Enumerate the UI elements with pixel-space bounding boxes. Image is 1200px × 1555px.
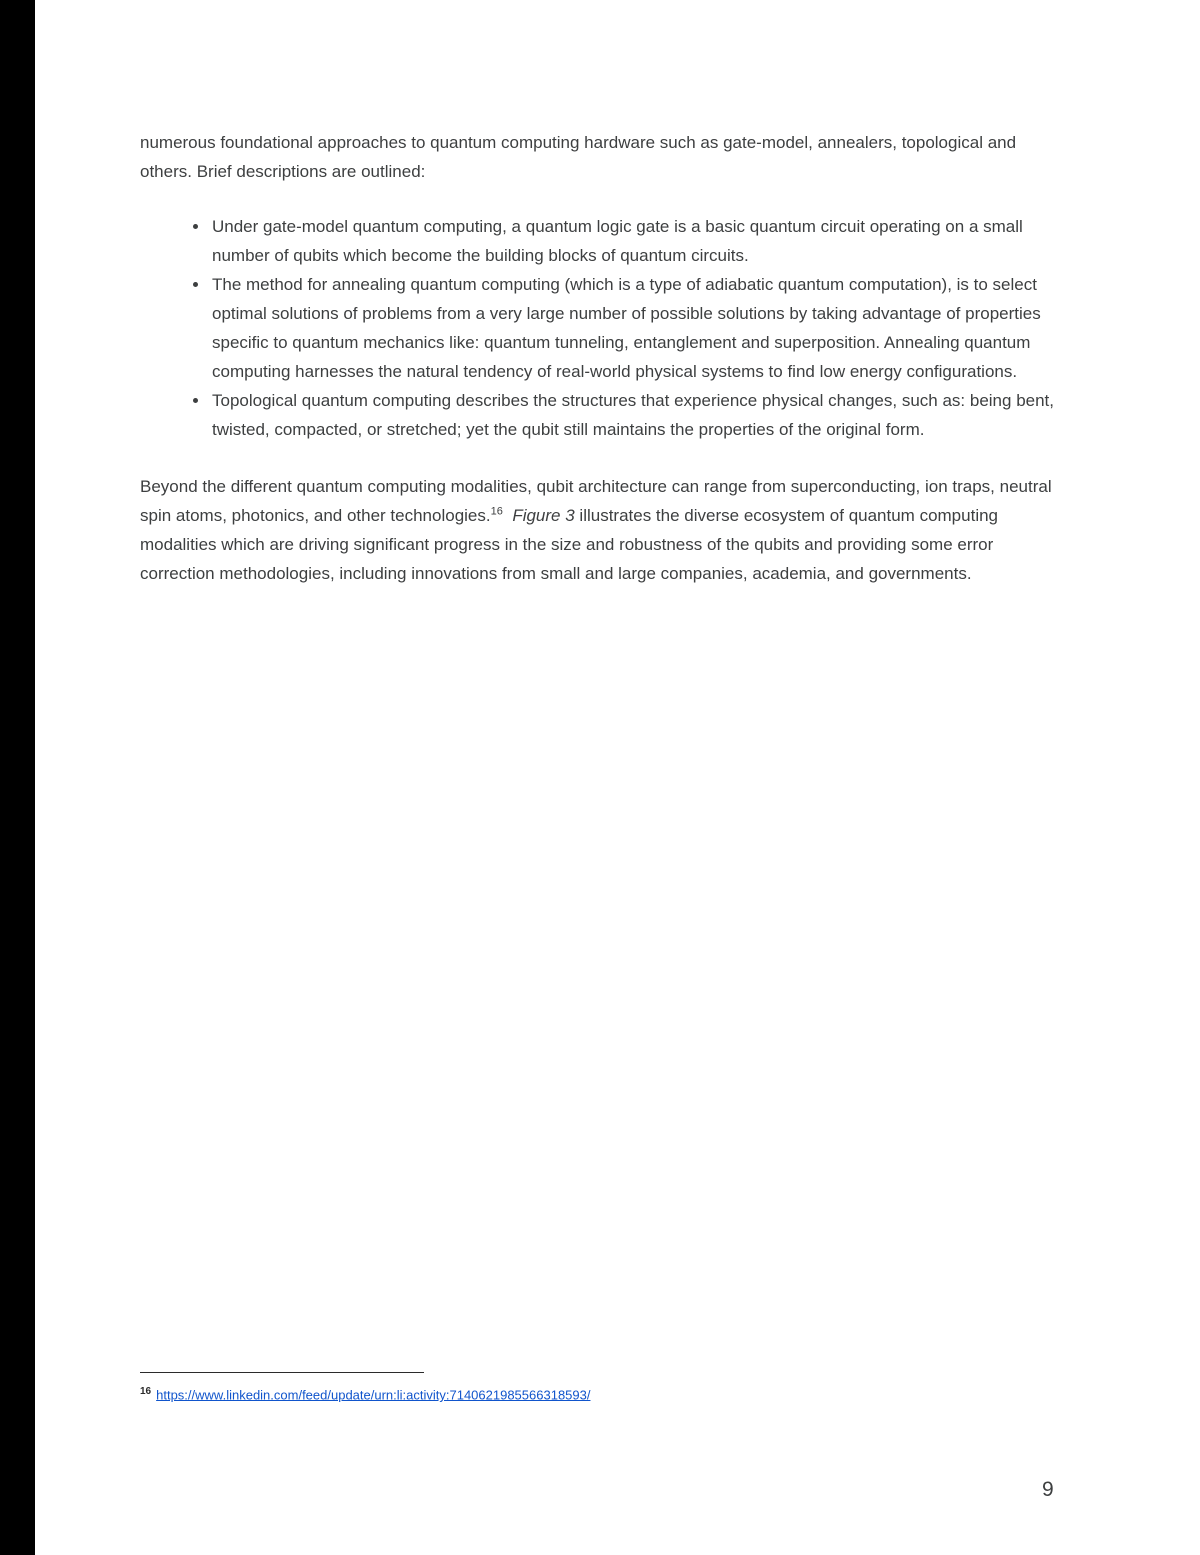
bullet-item-annealing: • The method for annealing quantum computing (which is a type of adiabatic quantum computation), is to select optimal solutions of problems from a very large number of possible solutions by taking advantage of properties specific to quantum mechanics like: quantum tunneling, entanglement and superposition. Annealing quantum computing harnesses the natural tendency of real-world physical systems to find low energy configurations.	[210, 270, 1058, 386]
footnote-link[interactable]: https://www.linkedin.com/feed/update/urn:li:activity:7140621985566318593/	[156, 1387, 591, 1403]
closing-text-before-ref: Beyond the different quantum computing modalities, qubit architecture can range from superconducting, ion traps, neutral spin atoms, photonics, and other technologies.	[140, 477, 1052, 525]
page-content	[140, 128, 1058, 614]
closing-text-after-ref: illustrates the diverse ecosystem of quantum computing modalities which are driving significant progress in the size and robustness of the qubits and providing some error correction methodologies, including innovations from small and large companies, academia, and governments.	[140, 506, 999, 583]
footnote-divider	[140, 1372, 424, 1373]
closing-paragraph	[140, 472, 1058, 588]
footnote-reference: 16	[490, 505, 503, 518]
bullet-item-gate-model: • Under gate-model quantum computing, a quantum logic gate is a basic quantum circuit operating on a small number of qubits which become the building blocks of quantum circuits.	[210, 212, 1058, 270]
page-number: 9	[1042, 1478, 1054, 1501]
bullet-item-topological: • Topological quantum computing describes the structures that experience physical changes, such as: being bent, twisted, compacted, or stretched; yet the qubit still maintains the properties of the original form.	[210, 386, 1058, 444]
bullet-list	[140, 212, 1058, 444]
scan-edge-bar	[0, 0, 35, 1555]
footnote-line	[140, 1383, 1058, 1404]
footnote-marker: 16	[140, 1386, 152, 1397]
figure-reference: Figure 3	[512, 506, 575, 525]
intro-paragraph: numerous foundational approaches to quantum computing hardware such as gate-model, annealers, topological and others. Brief descriptions are outlined:	[140, 133, 1017, 181]
footnote-section	[140, 1372, 1058, 1404]
